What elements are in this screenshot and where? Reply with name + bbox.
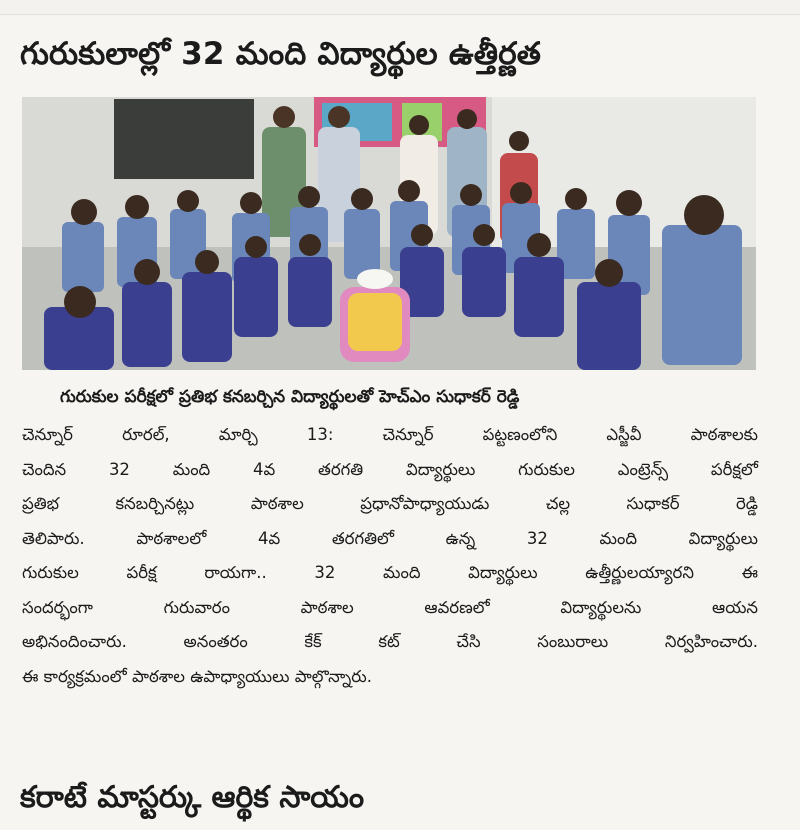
body-line: చెందిన 32 మంది 4వ తరగతి విద్యార్థులు గురుకుల ఎంట్రెన్స్ పరీక్షలో bbox=[22, 459, 758, 479]
article-headline: గురుకులాల్లో 32 మంది విద్యార్థుల ఉత్తీర్ణత bbox=[20, 36, 542, 72]
body-line: తెలిపారు. పాఠశాలలో 4వ తరగతిలో ఉన్న 32 మంది విద్యార్థులు bbox=[22, 528, 758, 548]
body-line: చెన్నూర్ రూరల్, మార్చి 13: చెన్నూర్ పట్టణంలోని ఎస్జీవీ పాఠశాలకు bbox=[22, 425, 758, 444]
next-article-headline: కరాటే మాస్టర్కు ఆర్థిక సాయం bbox=[20, 780, 365, 815]
body-line: గురుకుల పరీక్ష రాయగా.. 32 మంది విద్యార్థులు ఉత్తీర్ణులయ్యారని ఈ bbox=[22, 563, 758, 582]
page-top-strip bbox=[0, 0, 800, 15]
group-photo-illustration bbox=[22, 97, 756, 370]
photo-caption: గురుకుల పరీక్షలో ప్రతిభ కనబర్చిన విద్యార్థులతో హెచ్ఎం సుధాకర్ రెడ్డి bbox=[60, 387, 520, 407]
body-line: ప్రతిభ కనబర్చినట్లు పాఠశాల ప్రధానోపాధ్యాయుడు చల్ల సుధాకర్ రెడ్డి bbox=[22, 494, 758, 513]
article-photo bbox=[22, 97, 756, 370]
body-line: ఈ కార్యక్రమంలో పాఠశాల ఉపాధ్యాయులు పాల్గొన్నారు. bbox=[22, 666, 372, 686]
body-line: సందర్భంగా గురువారం పాఠశాల ఆవరణలో విద్యార్థులను ఆయన bbox=[22, 597, 758, 617]
body-line: అభినందించారు. అనంతరం కేక్ కట్ చేసి సంబురాలు నిర్వహించారు. bbox=[22, 632, 758, 651]
article-body bbox=[22, 418, 758, 694]
